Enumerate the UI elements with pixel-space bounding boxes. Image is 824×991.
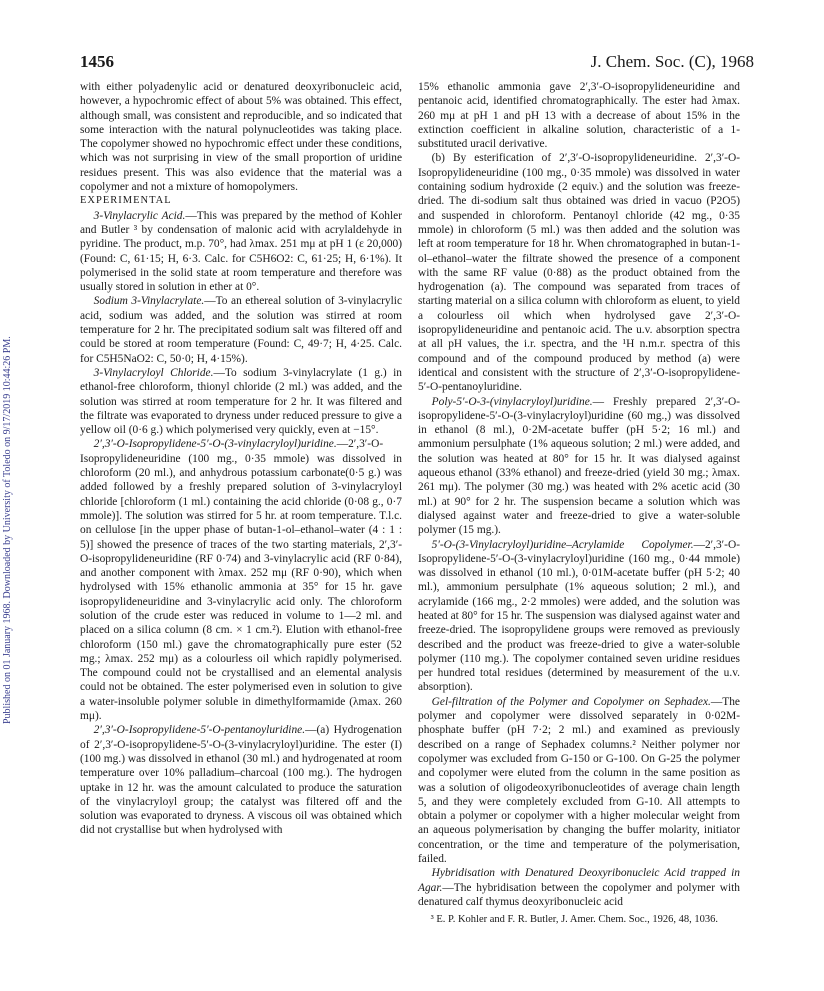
pentanoyl-paragraph — [80, 723, 402, 837]
esterification-paragraph: (b) By esterification of 2′,3′-O-isopropylideneuridine. 2′,3′-O-Isopropylideneuridine (100 mg., 0·35 mmole) was dissolved in water containing sodium hydroxide (2 equiv.) and the solution was freeze-dried. The di-sodium salt thus obtained was dried in vacuo (P2O5) and suspended in chloroform. Pentanoyl chloride (42 mg., 0·35 mmole) in chloroform (5 ml.) was then added and the solution was left at room temperature for 18 hr. When chromatographed in butan-1-ol–ethanol–water the filtrate showed the presence of a component with the same RF value (0·88) as the product obtained from the hydrogenation (a). The compound was separated from traces of starting material on a silica column with chloroform as eluent, to yield a colourless oil which when hydrolysed gave 2′,3′-O-isopropylideneuridine and pentanoic acid. The u.v. absorption spectra at all pH values, the i.r. spectra, and the ¹H n.m.r. spectra of this compound and of the compound produced by method (a) were identical and consistent with the structure of 2′,3′-O-isopropylidene-5′-O-pentanoyluridine. — [418, 152, 740, 394]
journal-title: J. Chem. Soc. (C), 1968 — [590, 52, 754, 71]
page-number: 1456 — [80, 52, 114, 71]
paragraph-title: Sodium 3-Vinylacrylate. — [93, 295, 205, 308]
hybridisation-paragraph — [418, 866, 740, 909]
paragraph-body: —To an ethereal solution of 3-vinylacrylic acid, sodium was added, and the solution was stirred at room temperature for 2 hr. The precipitated sodium salt was filtered off and could be stored at room temperature (Found: C, 49·7; H, 4·25. Calc. for C5H5NaO2: C, 50·0; H, 4·15%). — [80, 295, 402, 365]
paragraph-body: — Freshly prepared 2′,3′-O-isopropylidene-5′-O-(3-vinylacryloyl)uridine (60 mg.,) was dissolved in ethanol (8 ml.), 0·2M-acetate buffer (pH 5·2; 16 ml.) and ammonium persulphate (1% aqueous solution; 2 ml.) were added, and the solution was heated at 80° for 15 hr. It was dialysed against aqueous ethanol (33% ethanol) and freeze-dried (yield 30 mg.; λmax. 261 mμ). The polymer (30 mg.) was heated with 2% acetic acid (30 ml.) at 90° for 2 hr. The suspension became a solution which was dialysed against water and freeze-dried to give a water-soluble polymer (15 mg.). — [418, 395, 740, 537]
paragraph-title: Poly-5′-O-3-(vinylacryloyl)uridine. — [431, 395, 593, 408]
paragraph-title: 3-Vinylacrylic Acid. — [93, 209, 186, 222]
paragraph-body: —(a) Hydrogenation of 2′,3′-O-isopropylidene-5′-O-(3-vinylacryloyl)uridine. The ester (I) (100 mg.) was dissolved in ethanol (30 ml.) and hydrogenated at room temperature over 10% palladium–charcoal (100 mg.). The hydrogen uptake in 12 hr. was the amount calculated to produce the saturation of the vinylacryloyl group; the catalyst was filtered off and the solution was evaporated to dryness. A viscous oil was obtained which did not crystallise but when hydrolysed with — [80, 724, 402, 837]
paragraph-body: —The hybridisation between the copolymer and polymer with denatured calf thymus deoxyribonucleic acid — [418, 881, 740, 908]
paragraph-body: —2′,3′-O-Isopropylideneuridine (100 mg., 0·35 mmole) was dissolved in chloroform (20 ml.), and anhydrous potassium carbonate(0·5 g.) was added followed by a freshly prepared solution of 3-vinylacryloyl chloride [chloroform (1 ml.) containing the acid chloride (0·08 g., 0·7 mmole)]. The solution was stirred for 5 hr. at room temperature. T.l.c. on cellulose [in the upper phase of butan-1-ol–ethanol–water (4 : 1 : 5)] showed the presence of traces of the two starting materials, 2′,3′-O-isopropylideneuridine (RF 0·74) and 3-vinylacrylic acid (RF 0·84), and another component with λmax. 252 mμ (RF 0·90), which when hydrolysed with 15% ethanolic ammonia at 35° for 15 hr. gave isopropylideneuridine and 3-vinylacrylic acid only. The chloroform solution of the crude ester was reduced in volume to 1—2 ml. and placed on a silica column (8 cm. × 1 cm.²). Elution with ethanol-free chloroform (150 ml.) gave the chromatographically pure ester (52 mg.; λmax. 252 mμ) as a colourless oil which rapidly polymerised. The compound could not be crystallised and an elemental analysis could not be obtained. The ester polymerised even in solution to give a water-insoluble polymer soluble in dimethylformamide (λmax. 260 mμ). — [80, 438, 402, 723]
acid-chloride-paragraph — [80, 366, 402, 437]
paragraph-title: 5′-O-(3-Vinylacryloyl)uridine–Acrylamide Copolymer. — [431, 538, 694, 551]
paragraph-body: —To sodium 3-vinylacrylate (1 g.) in ethanol-free chloroform, thionyl chloride (2 ml.) was added, and the solution was stirred at room temperature for 2 hr. It was filtered and the filtrate was evaporated to dryness under reduced pressure to give a yellow oil (0·6 g.) which polymerised very quickly, even at −15°. — [80, 366, 402, 437]
paragraph-body: —This was prepared by the method of Kohler and Butler ³ by condensation of malonic acid with acrylaldehyde in pyridine. The product, m.p. 70°, had λmax. 251 mμ at pH 1 (ε 20,000) (Found: C, 61·15; H, 6·3. Calc. for C5H6O2: C, 61·25; H, 6·1%). It polymerised in the solid state at room temperature and therefore was usually stored in solution in ether at 0°. — [80, 209, 402, 294]
paragraph-title: 2′,3′-O-Isopropylidene-5′-O-pentanoyluridine. — [93, 724, 306, 737]
right-column — [418, 80, 740, 928]
sodium-salt-paragraph — [80, 294, 402, 365]
polymer-paragraph — [418, 395, 740, 538]
copolymer-paragraph — [418, 538, 740, 695]
paragraph-body: —2′,3′-O-Isopropylidene-5′-O-(3-vinylacryloyl)uridine (160 mg., 0·44 mmole) was dissolved in ethanol (10 ml.), 0·01M-acetate buffer (pH 5·2; 40 ml.), ammonium persulphate (1% aqueous solution; 2 ml.), and acrylamide (166 mg., 2·2 mmoles) were added, and the solution was heated at 80° for 15 hr. The suspension was dialysed against water and freeze-dried. The isopropylidene groups were removed as previously described and the product was freeze-dried to give a water-soluble polymer (110 mg.). The copolymer contained seven uridine residues per hundred total residues (determined by measurement of the u.v. absorption). — [418, 538, 740, 694]
paragraph-title: 2′,3′-O-Isopropylidene-5′-O-(3-vinylacryloyl)uridine. — [93, 438, 337, 451]
download-notice: Published on 01 January 1968. Downloaded by University of Toledo on 9/17/2019 10:44:26 PM. — [2, 336, 13, 724]
gel-filtration-paragraph — [418, 695, 740, 867]
footnote-reference: ³ E. P. Kohler and F. R. Butler, J. Amer. Chem. Soc., 1926, 48, 1036. — [430, 914, 719, 926]
paragraph-title: Hybridisation with Denatured Deoxyribonucleic Acid trapped in Agar. — [418, 867, 740, 894]
left-column — [80, 80, 402, 838]
paragraph-title: 3-Vinylacryloyl Chloride. — [93, 366, 214, 379]
paragraph-title: Gel-filtration of the Polymer and Copolymer on Sephadex. — [431, 695, 711, 708]
intro-paragraph: with either polyadenylic acid or denatured deoxyribonucleic acid, however, a hypochromic effect of about 5% was obtained. This effect, although small, was consistent and reproducible, and so indicated that some interaction with the natural polynucleotides was taking place. The copolymer showed no hypochromic effect under these conditions, which was not surprising in view of the small proportion of uridine residues present. This was also evidence that the material was a copolymer and not a mixture of homopolymers. — [80, 81, 402, 194]
continued-paragraph: 15% ethanolic ammonia gave 2′,3′-O-isopropylideneuridine and pentanoic acid, identified chromatographically. The ester had λmax. 260 mμ at pH 1 and pH 13 with a decrease of about 15% in the extinction coefficient in alkaline solution, characteristic of a 1-substituted uracil derivative. — [418, 81, 740, 151]
vinylacrylic-acid-paragraph — [80, 209, 402, 295]
paragraph-body: —The polymer and copolymer were dissolved separately in 0·02M-phosphate buffer (pH 7·2; 2 ml.) and examined as previously described on a range of Sephadex columns.² Neither polymer nor copolymer was excluded from G-150 or G-100. On G-25 the polymer and copolymer were eluted from the column in the same position as was a solution of oligodeoxyribonucleotides of average chain length 5, and they were completely excluded from G-10. All attempts to obtain a polymer or copolymer with a higher molecular weight from an aqueous polymerisation by changing the buffer molarity, initiator concentration, or the time and temperature of the polymerisation, failed. — [418, 695, 740, 866]
section-heading: EXPERIMENTAL — [80, 195, 172, 207]
ester-synthesis-paragraph — [80, 437, 402, 723]
